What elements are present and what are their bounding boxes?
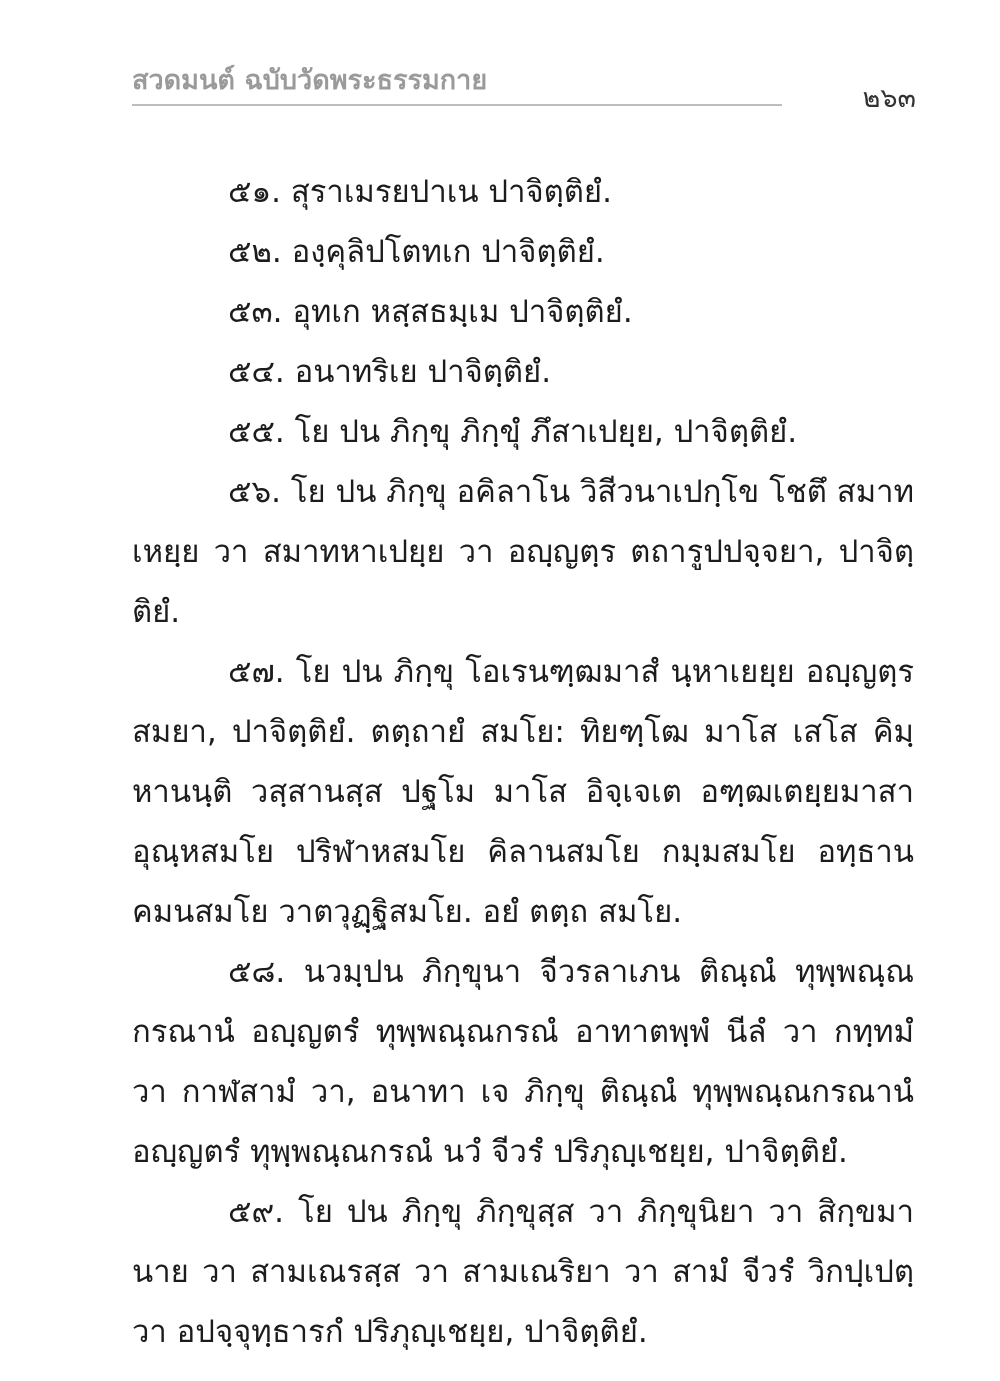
verse-52: ๕๒. องฺคุลิปโตทเก ปาจิตฺติยํ. xyxy=(228,234,605,270)
header-divider xyxy=(132,104,782,106)
verse-57: ๕๗. โย ปน ภิกฺขุ โอเรนฑฺฒมาสํ นฺหาเยยฺย อญฺญตฺร สมยา, ปาจิตฺติยํ. ตตฺถายํ สมโย: ทิยฑฺโฒ มาโส เสโส คิมฺหานนฺติ วสฺสานสฺส ปฐโม มาโส อิจฺเจเต อฑฺฒเตยฺยมาสา อุณฺหสมโย ปริฬาหสมโย คิลานสมโย กมฺมสมโย อทฺธานคมนสมโย วาตวุฏฺฐิสมโย. อยํ ตตฺถ สมโย. xyxy=(132,654,914,930)
document-body xyxy=(132,162,914,1362)
verse-59: ๕๙. โย ปน ภิกฺขุ ภิกฺขุสฺส วา ภิกฺขุนิยา วา สิกฺขมานาย วา สามเณรสฺส วา สามเณริยา วา สามํ จีวรํ วิกปฺเปตฺวา อปจฺจุทฺธารกํ ปริภุญฺเชยฺย, ปาจิตฺติยํ. xyxy=(132,1194,914,1350)
verse-58: ๕๘. นวมฺปน ภิกฺขุนา จีวรลาเภน ติณฺณํ ทุพฺพณฺณกรณานํ อญฺญตรํ ทุพฺพณฺณกรณํ อาทาตพฺพํ นีลํ วา กทฺทมํ วา กาฬสามํ วา, อนาทา เจ ภิกฺขุ ติณฺณํ ทุพฺพณฺณกรณานํ อญฺญตรํ ทุพฺพณฺณกรณํ นวํ จีวรํ ปริภุญฺเชยฺย, ปาจิตฺติยํ. xyxy=(132,954,914,1170)
verse-56: ๕๖. โย ปน ภิกฺขุ อคิลาโน วิสีวนาเปกฺโข โชตึ สมาทเหยฺย วา สมาทหาเปยฺย วา อญฺญตฺร ตถารูปปจฺจยา, ปาจิตฺติยํ. xyxy=(132,474,914,630)
verse-53: ๕๓. อุทเก หสฺสธมฺเม ปาจิตฺติยํ. xyxy=(228,294,633,330)
page-number: ๒๖๓ xyxy=(862,83,916,114)
verse-55: ๕๕. โย ปน ภิกฺขุ ภิกฺขุํ ภึสาเปยฺย, ปาจิตฺติยํ. xyxy=(228,414,798,450)
running-title: สวดมนต์ ฉบับวัดพระธรรมกาย xyxy=(132,65,488,96)
verse-51: ๕๑. สุราเมรยปาเน ปาจิตฺติยํ. xyxy=(228,174,612,210)
verse-54: ๕๔. อนาทริเย ปาจิตฺติยํ. xyxy=(228,354,552,390)
